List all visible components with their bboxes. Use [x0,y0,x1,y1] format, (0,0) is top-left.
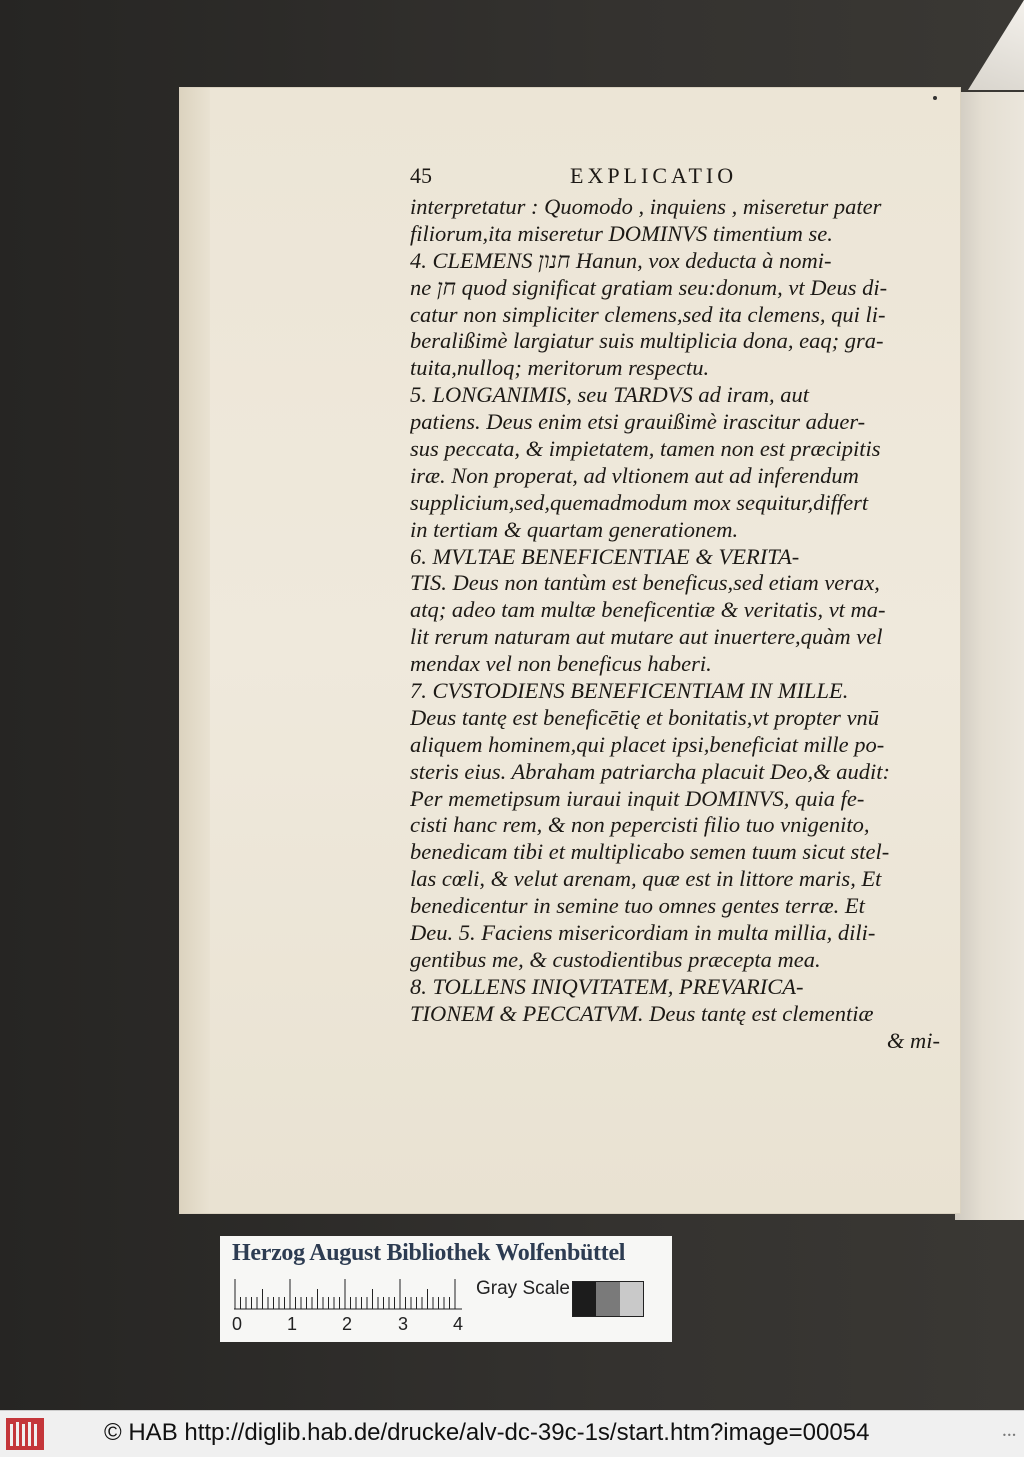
page-mark [933,96,937,100]
library-label [220,1236,672,1342]
text-line: atq; adeo tam multæ beneficentiæ & veritatis, vt ma- [410,597,886,623]
text-line: gentibus me, & custodientibus præcepta mea. [410,946,821,972]
page-number: 45 [410,163,432,188]
text-line: sus peccata, & impietatem, tamen non est præcipitis [410,436,881,462]
text-line: iræ. Non properat, ad vltionem aut ad inferendum [410,462,859,488]
text-line: tuita,nulloq; meritorum respectu. [410,355,710,381]
book-page [180,88,960,1213]
text-line: mendax vel non beneficus haberi. [410,651,712,677]
text-line: 4. CLEMENS חנון Hanun, vox deducta à nomi- [410,247,832,273]
text-line: interpretatur : Quomodo , inquiens , miseretur pater [410,194,882,219]
gray-swatch-mid [596,1282,619,1316]
facing-page [955,92,1024,1220]
text-line: benedicam tibi et multiplicabo semen tuum sicut stel- [410,839,890,865]
ruler-number: 1 [287,1314,298,1334]
gray-scale-bar [572,1281,644,1317]
text-line: beralißimè largiatur suis multiplicia dona, eaq; gra- [410,328,884,354]
text-line: steris eius. Abraham patriarcha placuit Deo,& audit: [410,758,890,784]
gray-swatch-light [620,1282,643,1316]
text-line: las cœli, & velut arenam, quæ est in littore maris, Et [410,866,882,892]
text-line: Deu. 5. Faciens misericordiam in multa millia, dili- [410,920,876,946]
text-line: Deus tantę est beneficētię et bonitatis,vt propter vnū [410,704,880,730]
text-lines [410,194,940,1028]
ruler-number: 2 [342,1314,353,1334]
scale-ruler [234,1278,462,1310]
text-line: Per memetipsum iuraui inquit DOMINVS, quia fe- [410,785,865,811]
text-line: cisti hanc rem, & non pepercisti filio tuo vnigenito, [410,812,870,838]
text-line: patiens. Deus enim etsi grauißimè irascitur aduer- [410,409,866,435]
text-line: catur non simpliciter clemens,sed ita clemens, qui li- [410,301,886,327]
ruler-ticks [234,1278,462,1310]
ruler-number: 0 [232,1314,243,1334]
text-line: benedicentur in semine tuo omnes gentes terræ. Et [410,893,865,919]
text-line: filiorum,ita miseretur DOMINVS timentium se. [410,220,833,246]
text-line: ne חן quod significat gratiam seu:donum, vt Deus di- [410,274,888,300]
page-header [410,158,940,194]
text-line: TIONEM & PECCATVM. Deus tantę est clementiæ [410,1000,874,1026]
copyright-url: © HAB http://diglib.hab.de/drucke/alv-dc-39c-1s/start.htm?image=00054 [104,1419,870,1446]
page-edge [180,88,210,1213]
ruler-number: 3 [398,1314,409,1334]
library-name: Herzog August Bibliothek Wolfenbüttel [232,1240,626,1266]
page-text [410,158,940,1055]
text-line: TIS. Deus non tantùm est beneficus,sed etiam verax, [410,570,880,596]
gray-scale-label: Gray Scale [476,1278,570,1299]
text-line: aliquem hominem,qui placet ipsi,beneficiat mille po- [410,731,885,757]
text-line: 6. MVLTAE BENEFICENTIAE & VERITA- [410,543,800,569]
footer-dots: ••• [1002,1431,1017,1440]
ruler-number: 4 [453,1314,464,1334]
text-line: in tertiam & quartam generationem. [410,516,739,542]
gray-swatch-dark [573,1282,596,1316]
library-logo-icon [6,1418,44,1450]
text-line: supplicium,sed,quemadmodum mox sequitur,differt [410,489,869,515]
footer-bar [0,1410,1024,1457]
running-title: EXPLICATIO [570,163,738,188]
text-line: 8. TOLLENS INIQVITATEM, PREVARICA- [410,973,804,999]
text-line: lit rerum naturam aut mutare aut inuertere,quàm vel [410,624,883,650]
text-line: 7. CVSTODIENS BENEFICENTIAM IN MILLE. [410,678,849,704]
catchword: & mi- [886,1027,940,1053]
text-line: 5. LONGANIMIS, seu TARDVS ad iram, aut [410,382,809,408]
